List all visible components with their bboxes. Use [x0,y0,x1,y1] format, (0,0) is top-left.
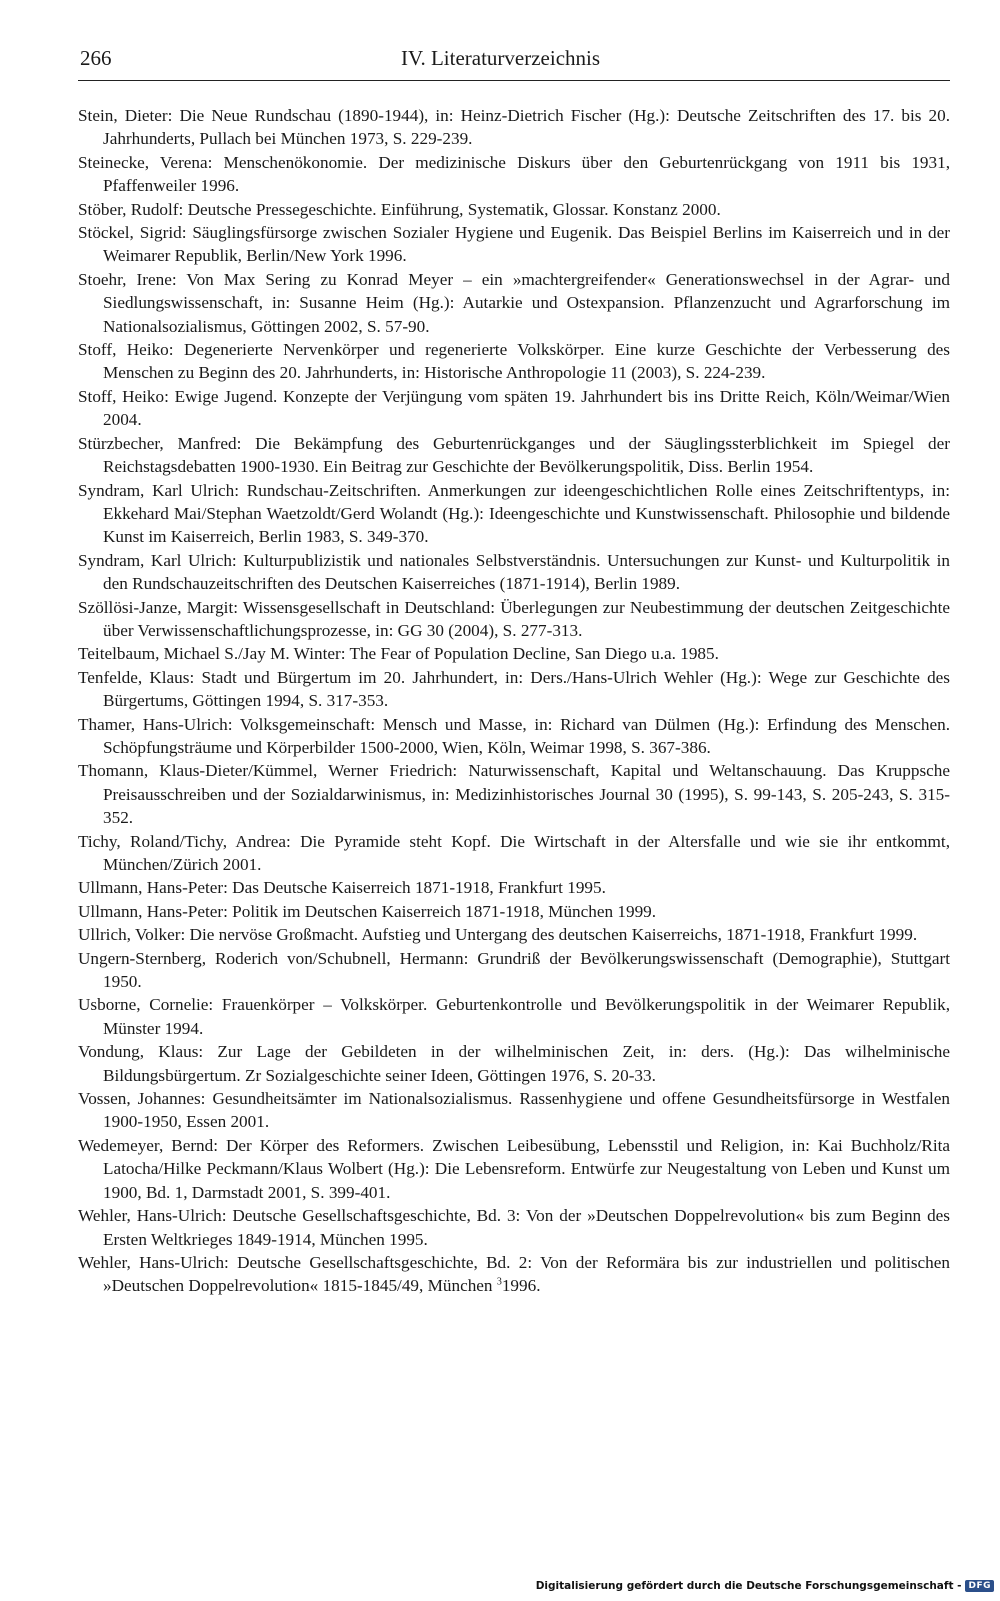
bibliography-entry: Ungern-Sternberg, Roderich von/Schubnell, Hermann: Grundriß der Bevölkerungswissenschaft (Demographie), Stuttgart 1950. [78,948,950,992]
bibliography-entry: Syndram, Karl Ulrich: Rundschau-Zeitschriften. Anmerkungen zur ideengeschichtlichen Rolle eines Zeitschriftentyps, in: Ekkehard Mai/Stephan Waetzoldt/Gerd Wolandt (Hg.): Ideengeschichte und Kunstwissenschaft. Philosophie und bildende Kunst im Kaiserreich, Berlin 1983, S. 349-370. [78,480,950,547]
bibliography-entry: Wehler, Hans-Ulrich: Deutsche Gesellschaftsgeschichte, Bd. 3: Von der »Deutschen Doppelrevolution« bis zum Beginn des Ersten Weltkrieges 1849-1914, München 1995. [78,1206,950,1249]
bibliography-list [78,104,950,1298]
bibliography-entry: Stein, Dieter: Die Neue Rundschau (1890-1944), in: Heinz-Dietrich Fischer (Hg.): Deutsche Zeitschriften des 17. bis 20. Jahrhunderts, Pullach bei München 1973, S. 229-239. [78,106,950,149]
bibliography-entry: Wedemeyer, Bernd: Der Körper des Reformers. Zwischen Leibesübung, Lebensstil und Religion, in: Kai Buchholz/Rita Latocha/Hilke Peckmann/Klaus Wolbert (Hg.): Die Lebensreform. Entwürfe zur Neugestaltung von Leben und Kunst um 1900, Bd. 1, Darmstadt 2001, S. 399-401. [78,1135,950,1202]
bibliography-entry: Syndram, Karl Ulrich: Kulturpublizistik und nationales Selbstverständnis. Untersuchungen zur Kunst- und Kulturpolitik in den Rundschauzeitschriften des Deutschen Kaiserreiches (1871-1914), Berlin 1989. [78,550,950,594]
running-head: IV. Literaturverzeichnis [401,46,601,70]
bibliography-entry: Ullmann, Hans-Peter: Das Deutsche Kaiserreich 1871-1918, Frankfurt 1995. [78,878,606,898]
bibliography-entry: Stoff, Heiko: Degenerierte Nervenkörper und regenerierte Volkskörper. Eine kurze Geschichte der Verbesserung des Menschen zu Beginn des 20. Jahrhunderts, in: Historische Anthropologie 11 (2003), S. 224-239. [78,340,950,383]
bibliography-entry: Stöber, Rudolf: Deutsche Pressegeschichte. Einführung, Systematik, Glossar. Konstanz 2000. [78,199,721,219]
bibliography-entry: Stöckel, Sigrid: Säuglingsfürsorge zwischen Sozialer Hygiene und Eugenik. Das Beispiel Berlins im Kaiserreich und in der Weimarer Republik, Berlin/New York 1996. [78,223,950,266]
bibliography-entry: Vondung, Klaus: Zur Lage der Gebildeten in der wilhelminischen Zeit, in: ders. (Hg.): Das wilhelminische Bildungsbürgertum. Zr Sozialgeschichte seiner Ideen, Göttingen 1976, S. 20-33. [78,1042,950,1085]
footer-text: Digitalisierung gefördert durch die Deutsche Forschungsgemeinschaft - [535,1580,962,1592]
bibliography-entry: Stoehr, Irene: Von Max Sering zu Konrad Meyer – ein »machtergreifender« Generationswechsel in der Agrar- und Siedlungswissenschaft, in: Susanne Heim (Hg.): Autarkie und Ostexpansion. Pflanzenzucht und Agrarforschung im Nationalsozialismus, Göttingen 2002, S. 57-90. [78,269,950,336]
bibliography-entry-last [78,1251,950,1298]
bibliography-entry: Steinecke, Verena: Menschenökonomie. Der medizinische Diskurs über den Geburtenrückgang von 1911 bis 1931, Pfaffenweiler 1996. [78,152,950,196]
bibliography-entry: Usborne, Cornelie: Frauenkörper – Volkskörper. Geburtenkontrolle und Bevölkerungspolitik in der Weimarer Republik, Münster 1994. [78,995,950,1038]
entry-year: 1996. [501,1276,541,1296]
entry-text: Wehler, Hans-Ulrich: Deutsche Gesellschaftsgeschichte, Bd. 2: Von der Reformära bis zur industriellen und politischen »Deutschen Doppelrevolution« 1815-1845/49, München [78,1252,950,1296]
dfg-logo: DFG [965,1580,994,1592]
edition-superscript: 3 [496,1276,502,1288]
bibliography-entry: Thamer, Hans-Ulrich: Volksgemeinschaft: Mensch und Masse, in: Richard van Dülmen (Hg.): Erfindung des Menschen. Schöpfungsträume und Körperbilder 1500-2000, Wien, Köln, Weimar 1998, S. 367-386. [78,714,950,757]
bibliography-entry: Ullmann, Hans-Peter: Politik im Deutschen Kaiserreich 1871-1918, München 1999. [78,901,657,921]
bibliography-entry: Ullrich, Volker: Die nervöse Großmacht. Aufstieg und Untergang des deutschen Kaiserreichs, 1871-1918, Frankfurt 1999. [78,925,918,945]
page-header [78,44,950,81]
bibliography-entry: Tichy, Roland/Tichy, Andrea: Die Pyramide steht Kopf. Die Wirtschaft in der Altersfalle und wie sie ihr entkommt, München/Zürich 2001. [78,831,950,874]
bibliography-entry: Teitelbaum, Michael S./Jay M. Winter: The Fear of Population Decline, San Diego u.a. 1985. [78,644,719,664]
page-number: 266 [80,46,112,70]
bibliography-entry: Stoff, Heiko: Ewige Jugend. Konzepte der Verjüngung vom späten 19. Jahrhundert bis ins Dritte Reich, Köln/Weimar/Wien 2004. [78,386,950,430]
bibliography-entry: Szöllösi-Janze, Margit: Wissensgesellschaft in Deutschland: Überlegungen zur Neubestimmung der deutschen Zeitgeschichte über Verwissenschaftlichungsprozesse, in: GG 30 (2004), S. 277-313. [78,597,950,640]
bibliography-entry: Vossen, Johannes: Gesundheitsämter im Nationalsozialismus. Rassenhygiene und offene Gesundheitsfürsorge in Westfalen 1900-1950, Essen 2001. [78,1089,950,1132]
bibliography-entry: Thomann, Klaus-Dieter/Kümmel, Werner Friedrich: Naturwissenschaft, Kapital und Weltanschauung. Das Kruppsche Preisausschreiben und der Sozialdarwinismus, in: Medizinhistorisches Journal 30 (1995), S. 99-143, S. 205-243, S. 315-352. [78,761,950,828]
bibliography-entry: Tenfelde, Klaus: Stadt und Bürgertum im 20. Jahrhundert, in: Ders./Hans-Ulrich Wehler (Hg.): Wege zur Geschichte des Bürgertums, Göttingen 1994, S. 317-353. [78,667,950,711]
bibliography-entry: Stürzbecher, Manfred: Die Bekämpfung des Geburtenrückganges und der Säuglingssterblichkeit im Spiegel der Reichstagsdebatten 1900-1930. Ein Beitrag zur Geschichte der Bevölkerungspolitik, Diss. Berlin 1954. [78,433,950,477]
digitization-footer [536,1577,994,1595]
